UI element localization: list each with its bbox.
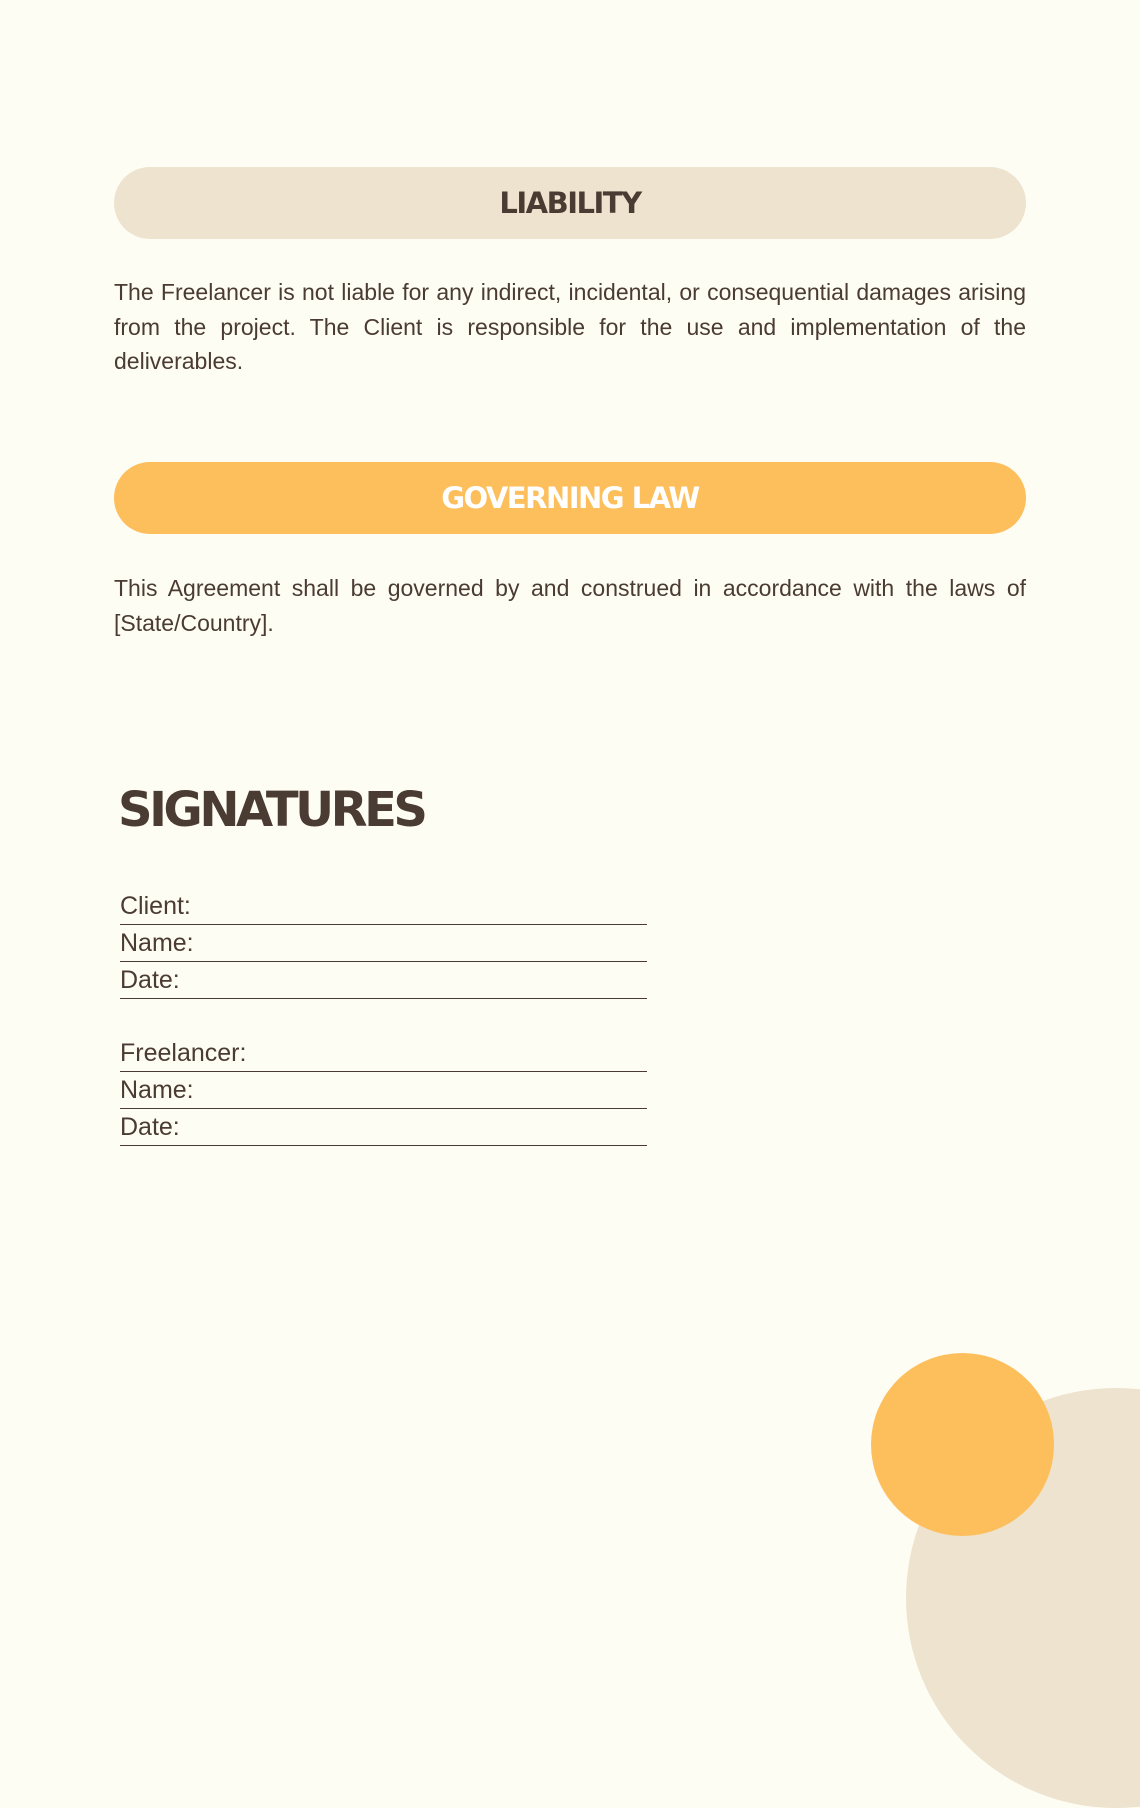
governing-law-heading: GOVERNING LAW — [441, 481, 699, 515]
client-signature-block — [120, 890, 647, 1001]
client-signature-line[interactable]: Client: — [120, 890, 647, 925]
client-name-line[interactable]: Name: — [120, 927, 647, 962]
client-date-line[interactable]: Date: — [120, 964, 647, 999]
decorative-orange-circle — [871, 1353, 1054, 1536]
signatures-title: SIGNATURES — [118, 782, 425, 838]
liability-paragraph: The Freelancer is not liable for any indirect, incidental, or consequential damages arising from the project. The Client is responsible for the use and implementation of the deliverables. — [114, 279, 1026, 374]
liability-heading: LIABILITY — [499, 186, 641, 220]
freelancer-signature-block — [120, 1037, 647, 1148]
governing-law-heading-banner — [114, 462, 1026, 534]
freelancer-signature-line[interactable]: Freelancer: — [120, 1037, 647, 1072]
liability-heading-banner — [114, 167, 1026, 239]
freelancer-date-line[interactable]: Date: — [120, 1111, 647, 1146]
governing-law-paragraph: This Agreement shall be governed by and construed in accordance with the laws of [State/Country]. — [114, 575, 1026, 636]
freelancer-name-line[interactable]: Name: — [120, 1074, 647, 1109]
